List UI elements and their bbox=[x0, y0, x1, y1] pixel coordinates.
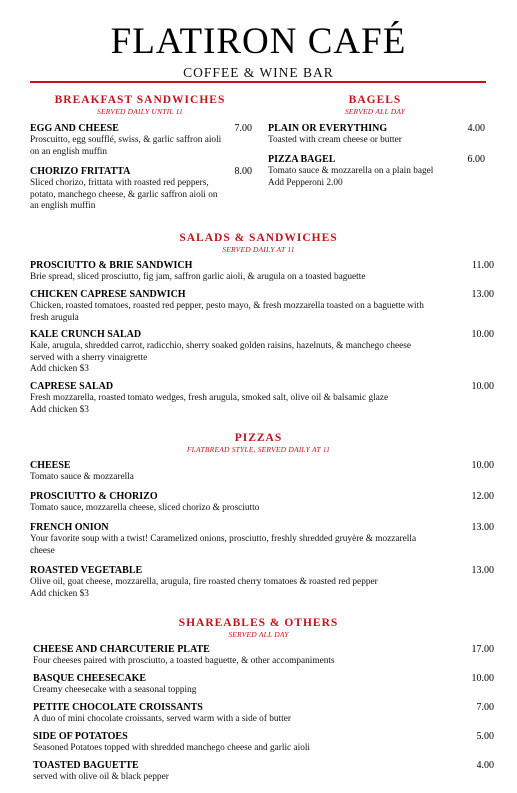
item-name: KALE CRUNCH SALAD bbox=[30, 329, 142, 340]
item-description-line: Add chicken $3 bbox=[30, 404, 89, 415]
page-subtitle: COFFEE & WINE BAR bbox=[183, 65, 334, 80]
menu-item bbox=[268, 123, 485, 147]
item-description-line: served with olive oil & black pepper bbox=[33, 772, 169, 782]
item-price: 13.00 bbox=[471, 289, 494, 300]
item-description-line: Add chicken $3 bbox=[30, 364, 89, 374]
menu-item bbox=[30, 381, 494, 416]
menu-item bbox=[33, 760, 494, 784]
section-shareables-heading bbox=[0, 617, 517, 639]
item-price: 11.00 bbox=[471, 260, 494, 271]
item-price: 17.00 bbox=[471, 644, 494, 655]
item-name: CAPRESE SALAD bbox=[30, 381, 114, 392]
item-description-line: Proscuitto, egg soufflé, swiss, & garlic saffron aioli bbox=[30, 135, 222, 145]
item-price: 10.00 bbox=[471, 673, 494, 684]
section-subtitle: SERVED ALL DAY bbox=[344, 107, 406, 116]
item-description-line: cheese bbox=[30, 545, 55, 556]
item-description-line: Creamy cheesecake with a seasonal topping bbox=[33, 685, 197, 695]
section-salads-heading bbox=[0, 232, 517, 254]
item-price: 8.00 bbox=[234, 166, 252, 177]
section-subtitle: FLATBREAD STYLE, SERVED DAILY AT 11 bbox=[186, 445, 331, 454]
item-name: SIDE OF POTATOES bbox=[33, 731, 128, 742]
menu-item bbox=[30, 522, 494, 557]
menu-item bbox=[30, 329, 494, 376]
item-price: 13.00 bbox=[471, 522, 494, 533]
section-breakfast-heading bbox=[30, 94, 250, 116]
item-name: ROASTED VEGETABLE bbox=[30, 565, 143, 576]
menu-item bbox=[30, 123, 252, 158]
item-price: 12.00 bbox=[471, 491, 494, 502]
item-description-line: Olive oil, goat cheese, mozzarella, arugula, fire roasted cherry tomatoes & roasted red pepper bbox=[30, 577, 378, 587]
item-name: PROSCIUTTO & BRIE SANDWICH bbox=[30, 260, 193, 271]
item-description-line: fresh arugula bbox=[30, 312, 79, 323]
item-price: 7.00 bbox=[234, 123, 252, 134]
item-description-line: Kale, arugula, shredded carrot, radicchio, sherry soaked golden raisins, hazelnuts, & manchego cheese bbox=[30, 341, 412, 351]
item-description-line: Toasted with cream cheese or butter bbox=[268, 135, 402, 145]
menu-item bbox=[30, 260, 494, 284]
item-name: CHORIZO FRITATTA bbox=[30, 166, 131, 177]
item-price: 10.00 bbox=[471, 460, 494, 471]
section-pizzas-heading bbox=[0, 432, 517, 454]
menu-item bbox=[30, 460, 494, 484]
item-description-line: potato, manchego cheese, & garlic saffron aioli on bbox=[30, 189, 218, 200]
menu-item bbox=[33, 702, 494, 726]
item-description-line: an english muffin bbox=[30, 201, 96, 211]
section-subtitle: SERVED DAILY UNTIL 11 bbox=[97, 107, 183, 116]
item-price: 5.00 bbox=[476, 731, 494, 742]
item-name: TOASTED BAGUETTE bbox=[33, 760, 139, 771]
page-title: FLATIRON CAFÉ bbox=[110, 21, 407, 62]
section-subtitle: SERVED DAILY AT 11 bbox=[222, 245, 295, 254]
section-title: PIZZAS bbox=[234, 432, 283, 444]
item-name: PLAIN OR EVERYTHING bbox=[268, 123, 388, 134]
section-title: SHAREABLES & OTHERS bbox=[178, 617, 339, 629]
item-description-line: served with a sherry vinaigrette bbox=[30, 352, 148, 363]
section-title: BAGELS bbox=[348, 94, 402, 106]
item-description-line: Fresh mozzarella, roasted tomato wedges, fresh arugula, smoked salt, olive oil & balsamic glaze bbox=[30, 393, 389, 403]
menu-item bbox=[33, 644, 494, 668]
section-subtitle: SERVED ALL DAY bbox=[228, 630, 289, 639]
item-name: PETITE CHOCOLATE CROISSANTS bbox=[33, 702, 203, 713]
item-description-line: Your favorite soup with a twist! Caramelized onions, prosciutto, freshly shredded gruyère & mozzarella bbox=[30, 534, 417, 544]
item-price: 4.00 bbox=[476, 760, 494, 771]
item-description-line: Add Pepperoni 2.00 bbox=[268, 177, 343, 188]
item-price: 6.00 bbox=[467, 154, 485, 165]
menu-item bbox=[30, 166, 252, 213]
menu-item bbox=[33, 731, 494, 755]
item-name: EGG AND CHEESE bbox=[30, 123, 119, 134]
item-name: BASQUE CHEESECAKE bbox=[33, 673, 147, 684]
item-name: CHEESE bbox=[30, 460, 71, 471]
item-description-line: Tomato sauce & mozzarella bbox=[30, 472, 134, 482]
menu-item bbox=[268, 154, 485, 189]
item-description-line: Seasoned Potatoes topped with shredded manchego cheese and garlic aioli bbox=[33, 743, 311, 753]
item-description-line: Chicken, roasted tomatoes, roasted red pepper, pesto mayo, & fresh mozzarella toasted on a baguette with bbox=[30, 301, 424, 311]
item-description-line: Tomato sauce, mozzarella cheese, sliced chorizo & prosciutto bbox=[30, 503, 260, 513]
menu-item bbox=[30, 289, 494, 324]
item-price: 10.00 bbox=[471, 329, 494, 340]
section-bagels-heading bbox=[300, 94, 450, 116]
header-divider bbox=[30, 81, 486, 83]
section-title: BREAKFAST SANDWICHES bbox=[54, 94, 226, 106]
item-name: FRENCH ONION bbox=[30, 522, 109, 533]
item-name: PROSCIUTTO & CHORIZO bbox=[30, 491, 158, 502]
menu-item bbox=[33, 673, 494, 697]
section-title: SALADS & SANDWICHES bbox=[179, 232, 338, 244]
item-price: 4.00 bbox=[467, 123, 485, 134]
item-price: 13.00 bbox=[471, 565, 494, 576]
item-name: PIZZA BAGEL bbox=[268, 154, 336, 165]
item-price: 7.00 bbox=[476, 702, 494, 713]
item-description-line: Four cheeses paired with prosciutto, a toasted baguette, & other accompaniments bbox=[33, 656, 335, 666]
item-description-line: Brie spread, sliced prosciutto, fig jam, saffron garlic aioli, & arugula on a toasted baguette bbox=[30, 272, 366, 282]
item-description-line: on an english muffin bbox=[30, 146, 108, 157]
item-description-line: Sliced chorizo, frittata with roasted red peppers, bbox=[30, 178, 209, 188]
item-price: 10.00 bbox=[471, 381, 494, 392]
menu-item bbox=[30, 565, 494, 600]
item-name: CHEESE AND CHARCUTERIE PLATE bbox=[33, 644, 210, 655]
item-description-line: Add chicken $3 bbox=[30, 588, 89, 599]
menu-item bbox=[30, 491, 494, 515]
menu-header bbox=[0, 22, 517, 81]
item-name: CHICKEN CAPRESE SANDWICH bbox=[30, 289, 186, 300]
item-description-line: Tomato sauce & mozzarella on a plain bagel bbox=[268, 166, 434, 176]
item-description-line: A duo of mini chocolate croissants, served warm with a side of butter bbox=[33, 714, 291, 724]
